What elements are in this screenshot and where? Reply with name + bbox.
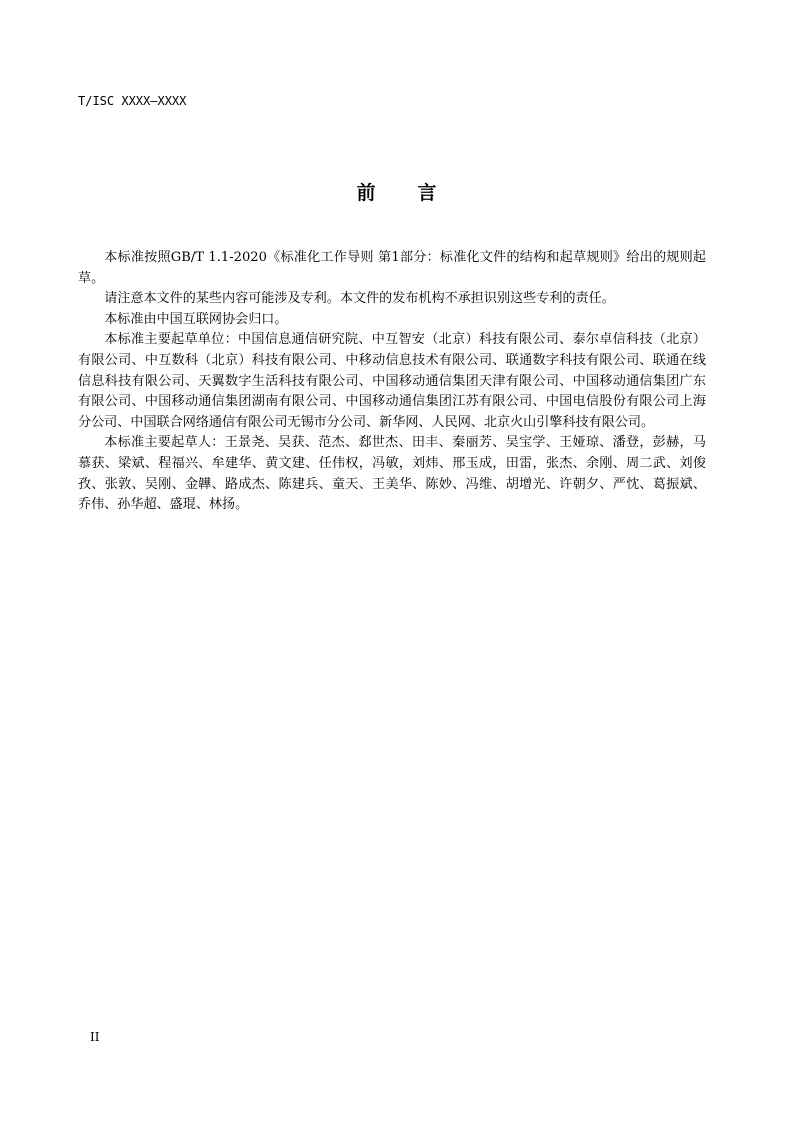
paragraph-drafting-rules: 本标准按照GB/T 1.1-2020《标准化工作导则 第1部分：标准化文件的结构和起草规则》给出的规则起草。 <box>78 250 706 286</box>
document-number: T/ISC XXXX—XXXX <box>78 94 187 108</box>
title-char-1: 前 <box>356 182 376 204</box>
paragraph-responsible-org: 本标准由中国互联网协会归口。 <box>104 311 288 327</box>
title-char-2: 言 <box>417 182 437 204</box>
page-number: II <box>90 1030 100 1044</box>
page-title <box>0 178 793 205</box>
paragraph-drafting-units: 本标准主要起草单位：中国信息通信研究院、中互智安（北京）科技有限公司、泰尔卓信科技（北京）有限公司、中互数科（北京）科技有限公司、中移动信息技术有限公司、联通数字科技有限公司、联通在线信息科技有限公司、天翼数字生活科技有限公司、中国移动通信集团天津有限公司、中国移动通信集团广东有限公司、中国移动通信集团湖南有限公司、中国移动通信集团江苏有限公司、中国电信股份有限公司上海分公司、中国联合网络通信有限公司无锡市分公司、新华网、人民网、北京火山引擎科技有限公司。 <box>78 332 706 430</box>
paragraph-drafters: 本标准主要起草人：王景尧、吴获、范杰、郄世杰、田丰、秦丽芳、吴宝学、王娅琼、潘登，彭赫，马慕获、梁斌、程福兴、牟建华、黄文建、任伟权，冯敏，刘炜、邢玉成，田雷，张杰、余刚、周二武、刘俊孜、张敦、吴刚、金韡、路成杰、陈建兵、童天、王美华、陈妙、冯维、胡增光、许朝夕、严忱、葛振斌、乔伟、孙华超、盛琨、林扬。 <box>78 435 706 513</box>
foreword-body <box>78 248 706 516</box>
paragraph-patent-notice: 请注意本文件的某些内容可能涉及专利。本文件的发布机构不承担识别这些专利的责任。 <box>104 291 615 307</box>
